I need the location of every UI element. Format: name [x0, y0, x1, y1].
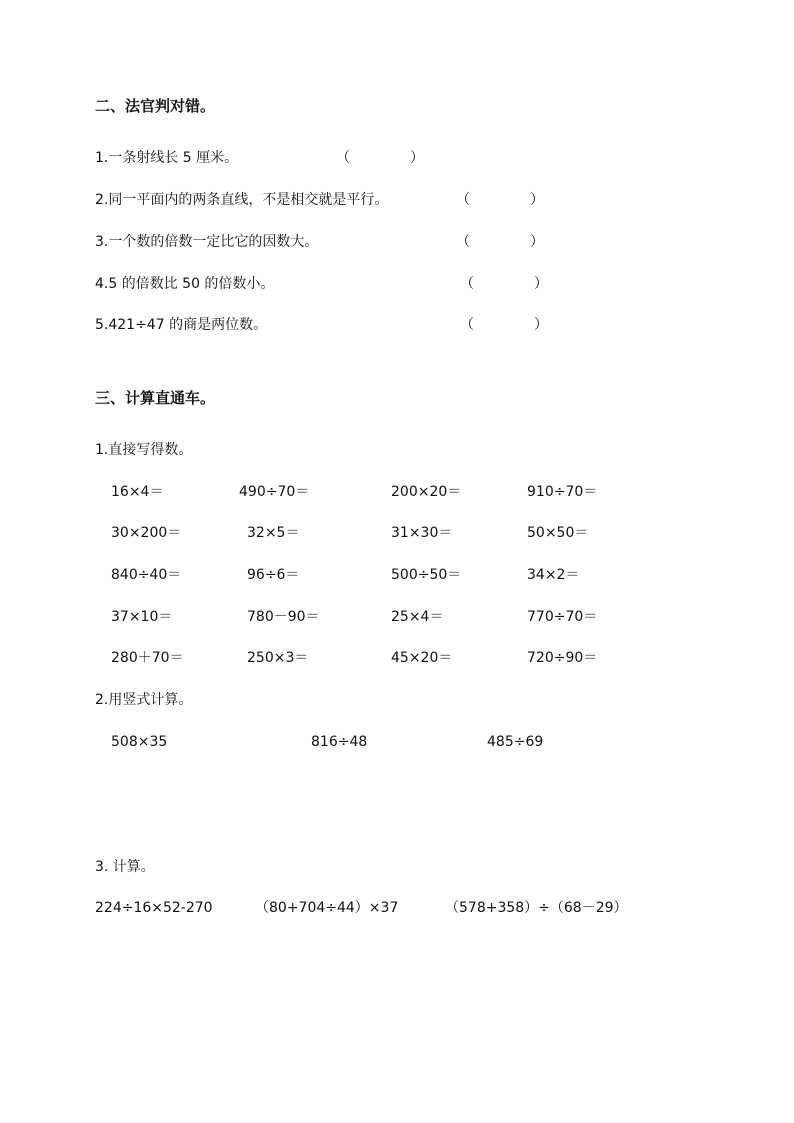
judge-item-1: 1.一条射线长 5 厘米。: [95, 150, 239, 166]
mixed-calc-item: （578+358）÷（68－29）: [445, 900, 628, 916]
vertical-calc-item: 508×35: [111, 734, 168, 750]
mental-math-item: 780－90＝: [247, 609, 320, 625]
part1-label: 1.直接写得数。: [95, 442, 193, 458]
mental-math-item: 16×4＝: [111, 484, 164, 500]
mental-math-item: 770÷70＝: [527, 609, 598, 625]
judge-item-4: 4.5 的倍数比 50 的倍数小。: [95, 276, 275, 292]
answer-paren-close-1: ）: [410, 150, 424, 166]
part3-label: 3. 计算。: [95, 859, 155, 875]
section-title-judge: 二、法官判对错。: [95, 97, 216, 115]
answer-paren-open-3: （: [456, 234, 470, 250]
answer-paren-close-4: ）: [534, 276, 548, 292]
mixed-calc-item: 224÷16×52-270: [95, 900, 213, 916]
mental-math-item: 45×20＝: [391, 650, 453, 666]
mental-math-item: 910÷70＝: [527, 484, 598, 500]
mental-math-item: 30×200＝: [111, 525, 182, 541]
mixed-calc-item: （80+704÷44）×37: [255, 900, 399, 916]
judge-item-5: 5.421÷47 的商是两位数。: [95, 317, 268, 333]
answer-paren-open-4: （: [460, 276, 474, 292]
mental-math-item: 32×5＝: [247, 525, 300, 541]
answer-paren-open-2: （: [456, 192, 470, 208]
judge-item-2: 2.同一平面内的两条直线，不是相交就是平行。: [95, 192, 389, 208]
answer-paren-close-5: ）: [534, 317, 548, 333]
mental-math-item: 31×30＝: [391, 525, 453, 541]
mental-math-item: 490÷70＝: [239, 484, 310, 500]
vertical-calc-item: 816÷48: [311, 734, 368, 750]
vertical-calc-item: 485÷69: [487, 734, 544, 750]
part2-label: 2.用竖式计算。: [95, 692, 193, 708]
mental-math-item: 840÷40＝: [111, 567, 182, 583]
mental-math-item: 200×20＝: [391, 484, 462, 500]
answer-paren-close-2: ）: [530, 192, 544, 208]
answer-paren-open-5: （: [460, 317, 474, 333]
answer-paren-close-3: ）: [530, 234, 544, 250]
mental-math-item: 50×50＝: [527, 525, 589, 541]
mental-math-item: 96÷6＝: [247, 567, 300, 583]
mental-math-item: 500÷50＝: [391, 567, 462, 583]
judge-item-3: 3.一个数的倍数一定比它的因数大。: [95, 234, 319, 250]
answer-paren-open-1: （: [336, 150, 350, 166]
section-title-calc: 三、计算直通车。: [95, 389, 216, 407]
mental-math-item: 25×4＝: [391, 609, 444, 625]
mental-math-item: 280＋70＝: [111, 650, 184, 666]
mental-math-item: 720÷90＝: [527, 650, 598, 666]
mental-math-item: 250×3＝: [247, 650, 309, 666]
mental-math-item: 34×2＝: [527, 567, 580, 583]
mental-math-item: 37×10＝: [111, 609, 173, 625]
